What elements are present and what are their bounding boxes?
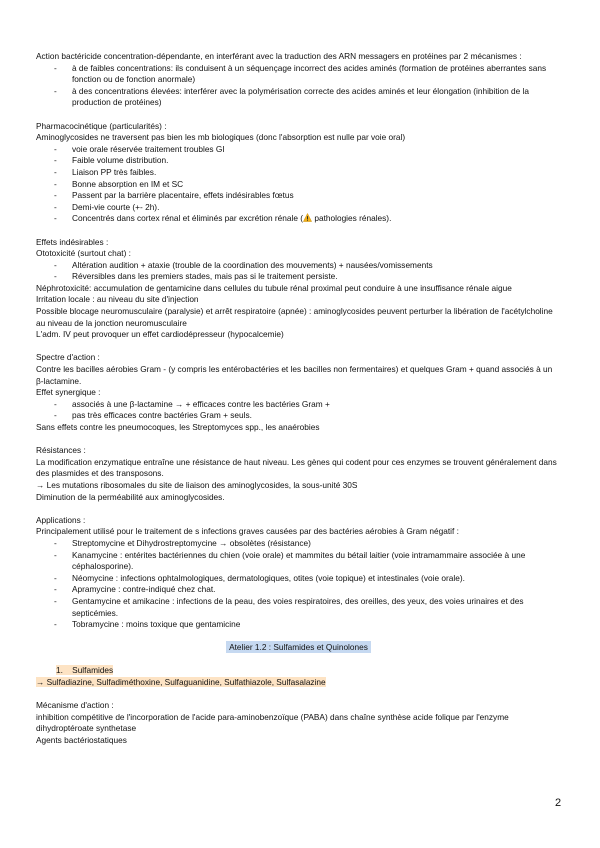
intro-list xyxy=(36,63,561,109)
resistance-line: La modification enzymatique entraîne une résistance de haut niveau. Les gènes qui codent pour ces enzymes se trouvent généralement dans des plasmides et des transposons. xyxy=(36,456,557,479)
list-item: - pas très efficaces contre bactéries Gram + seuls. xyxy=(36,410,561,422)
sulfamides-list: → Sulfadiazine, Sulfadiméthoxine, Sulfaguanidine, Sulfathiazole, Sulfasalazine xyxy=(36,677,326,688)
warning-icon xyxy=(303,213,312,222)
section-title-pharmaco: Pharmacocinétique (particularités) : xyxy=(36,120,167,131)
sulfamides-list-line xyxy=(36,677,561,689)
section-title: Sulfamides xyxy=(72,665,114,676)
section-title-spectre: Spectre d'action : xyxy=(36,352,100,363)
spectre-exception: Sans effets contre les pneumocoques, les Streptomyces spp., les anaérobies xyxy=(36,422,320,432)
list-item: - Apramycine : contre-indiqué chez chat. xyxy=(36,584,561,596)
atelier-title: Atelier 1.2 : Sulfamides et Quinolones xyxy=(226,641,371,653)
list-item-text: pathologies rénales). xyxy=(312,213,392,224)
list-item: - Streptomycine et Dihydrostreptomycine → obsolètes (résistance) xyxy=(36,538,561,550)
resistance-line: → Les mutations ribosomales du site de liaison des aminoglycosides, la sous-unité 30S xyxy=(36,479,358,490)
list-item xyxy=(36,213,561,225)
list-item: - Réversibles dans les premiers stades, mais pas si le traitement persiste. xyxy=(36,271,561,283)
list-item: - Passent par la barrière placentaire, effets indésirables fœtus xyxy=(36,190,561,202)
mecanisme-last: Agents bactériostatiques xyxy=(36,735,127,746)
applications-list xyxy=(36,538,561,631)
section-title-resistances: Résistances : xyxy=(36,445,86,456)
list-item: - à de faibles concentrations: ils conduisent à un séquençage incorrect des acides aminés (formation de protéines aberrantes sans fonction ou de fonction anormale) xyxy=(36,63,561,86)
section-heading-sulfamides xyxy=(36,665,561,677)
list-item: - Liaison PP très faibles. xyxy=(36,167,561,179)
spectre-text: Contre les bacilles aérobies Gram - (y compris les entérobactéries et les bacilles non fermentaires) et quelques Gram + quand associés à un β-lactamine. xyxy=(36,364,553,386)
ototoxicite-list xyxy=(36,260,561,283)
resistance-line: Diminution de la perméabilité aux aminoglycosides. xyxy=(36,491,225,502)
list-item: - Faible volume distribution. xyxy=(36,155,561,167)
list-item: - Gentamycine et amikacine : infections de la peau, des voies respiratoires, des oreilles, des yeux, des voies urinaires et des septicémies. xyxy=(36,596,561,619)
synergy-title: Effet synergique : xyxy=(36,387,101,398)
pharmaco-text: Aminoglycosides ne traversent pas bien les mb biologiques (donc l'absorption est nulle par voie oral) xyxy=(36,132,406,143)
section-number: 1. xyxy=(56,665,63,676)
list-item: - Altération audition + ataxie (trouble de la coordination des mouvements) + nausées/vomissements xyxy=(36,260,561,272)
document-page xyxy=(36,51,561,747)
list-item: - Kanamycine : entérites bactériennes du chien (voie orale) et mammites du bétail laitier (voie intramammaire associée à une céphalosporine). xyxy=(36,550,561,573)
list-item: - Néomycine : infections ophtalmologiques, dermatologiques, otites (voie topique) et intestinales (voie orale). xyxy=(36,573,561,585)
section-title-mecanisme: Mécanisme d'action : xyxy=(36,700,114,711)
pharmaco-list xyxy=(36,144,561,225)
list-item: - Demi-vie courte (+- 2h). xyxy=(36,202,561,214)
list-item: - voie orale réservée traitement troubles GI xyxy=(36,144,561,156)
effet-line: Possible blocage neuromusculaire (paralysie) et arrêt respiratoire (apnée) : aminoglycosides peuvent perturber la libération de l'acétylcholine au niveau de la jonction neuromusculaire xyxy=(36,306,553,328)
section-title-applications: Applications : xyxy=(36,514,86,525)
list-item: - à des concentrations élevées: interférer avec la polymérisation correcte des acides aminés et leur élongation (inhibition de la production de protéines) xyxy=(36,86,561,109)
intro-text: Action bactéricide concentration-dépendante, en interférant avec la traduction des ARN messagers en protéines par 2 mécanismes : xyxy=(36,51,522,61)
atelier-heading xyxy=(36,642,561,654)
list-item: - Bonne absorption en IM et SC xyxy=(36,179,561,191)
mecanisme-text: inhibition compétitive de l'incorporation de l'acide para-aminobenzoïque (PABA) dans chaîne synthèse acide folique par l'enzyme dihydroptéroate synthetase xyxy=(36,711,509,734)
synergy-list xyxy=(36,399,561,422)
list-item-text: Concentrés dans cortex rénal et éliminés par excrétion rénale ( xyxy=(72,213,304,224)
effet-line: Irritation locale : au niveau du site d'injection xyxy=(36,294,199,305)
section-title-effets: Effets indésirables : xyxy=(36,236,109,247)
list-item: - associés à une β-lactamine → + efficaces contre les bactéries Gram + xyxy=(36,399,561,411)
effet-line: Néphrotoxicité: accumulation de gentamicine dans cellules du tubule rénal proximal peut conduire à une insuffisance rénale aigue xyxy=(36,282,512,293)
effet-line: L'adm. IV peut provoquer un effet cardiodépresseur (hypocalcemie) xyxy=(36,329,284,340)
ototoxicite-title: Ototoxicité (surtout chat) : xyxy=(36,248,131,259)
applications-text: Principalement utilisé pour le traitement de s infections graves causées par des bactéries aérobies à Gram négatif : xyxy=(36,526,459,537)
page-number: 2 xyxy=(555,797,562,809)
list-item: - Tobramycine : moins toxique que gentamicine xyxy=(36,619,561,631)
